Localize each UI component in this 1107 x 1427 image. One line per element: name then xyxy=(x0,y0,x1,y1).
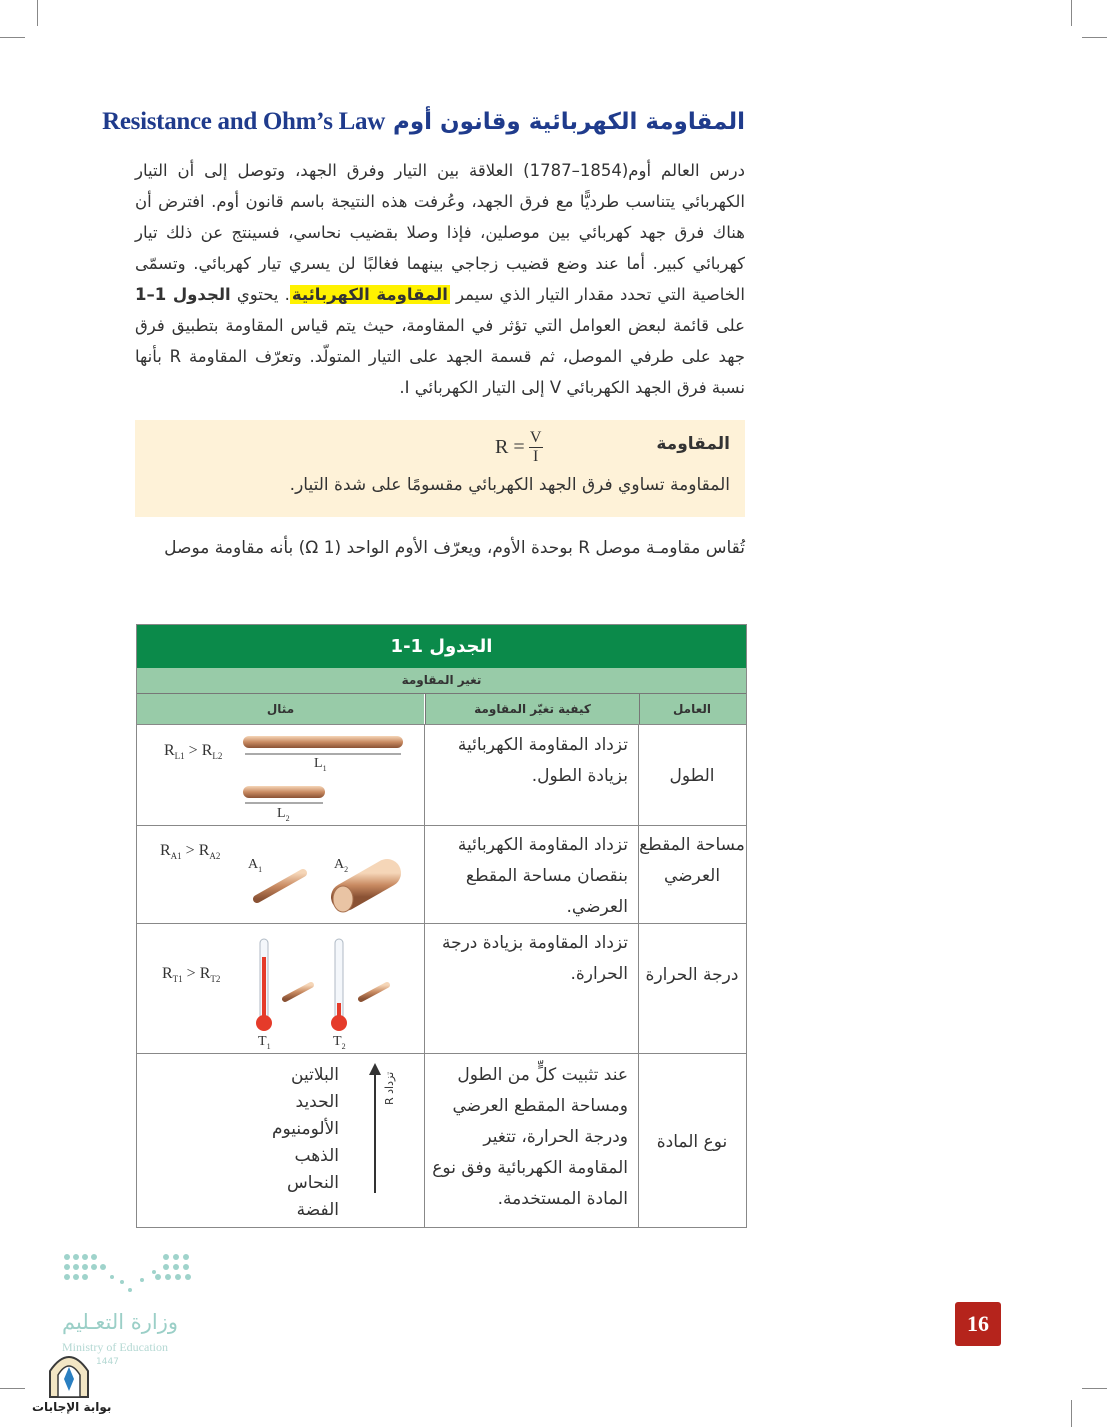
thin-wire xyxy=(257,873,303,899)
row-divider xyxy=(137,724,746,725)
arrow-head xyxy=(369,1063,381,1075)
row-divider xyxy=(137,923,746,924)
how-temperature: تزداد المقاومة بزيادة درجة الحرارة. xyxy=(441,933,628,984)
formula-denominator: I xyxy=(532,448,539,465)
formula-label: المقاومة xyxy=(656,434,730,454)
how-material: عند تثبيت كلٍّ من الطول ومساحة المقطع العرضي ودرجة الحرارة، تتغير المقاومة الكهربائية وفق نوع المادة المستخدمة. xyxy=(432,1065,628,1209)
row-divider xyxy=(137,825,746,826)
long-wire xyxy=(243,736,403,748)
relation-temperature: $R_{T1} > R_{T2}$ xyxy=(162,965,221,985)
intro-paragraph xyxy=(135,155,745,403)
header-example: مثال xyxy=(137,694,424,724)
formula-box xyxy=(135,420,745,517)
material-item: الذهب xyxy=(294,1146,339,1166)
formula-lhs: R = xyxy=(495,436,525,458)
intro-text: درس العالم أوم(1854–1787) العلاقة بين التيار وفرق الجهد، وتوصل إلى أن التيار الكهربائي يتناسب طرديًّا مع فرق الجهد، وعُرفت هذه النتيجة باسم قانون أوم. افترض أن هناك فرق جهد كهربائي بين موصلين، فإذا وصلا بقضيب نحاسي، فسينتج عن ذلك تيار كهربائي كبير. أما عند وضع قضيب زجاجي بينهما فغالبًا لن يسري تيار كهربائي. وتسمّى الخاصية التي تحدد مقدار التيار الذي سيمر xyxy=(135,161,746,304)
relation-length: $R_{L1} > R_{L2}$ xyxy=(164,742,223,762)
thermometer-hot-bulb xyxy=(256,1015,272,1031)
ministry-logo-dots xyxy=(62,1252,197,1297)
label-a2: $A_2$ xyxy=(334,857,349,874)
label-l2: $L_2$ xyxy=(277,806,290,823)
label-l1: $L_1$ xyxy=(314,756,327,773)
material-item: الحديد xyxy=(295,1092,339,1112)
header-factor: العامل xyxy=(638,694,746,724)
factor-material: نوع المادة xyxy=(656,1132,728,1152)
formula-fraction xyxy=(529,430,543,465)
resistance-table xyxy=(136,624,747,1228)
formula-numerator: V xyxy=(529,429,542,446)
thermometer-hot-level xyxy=(262,957,266,1019)
section-title-arabic: المقاومة الكهربائية وقانون أوم xyxy=(393,109,745,135)
crop-mark xyxy=(0,37,25,38)
thermometer-illustration xyxy=(247,937,407,1037)
formula-description: المقاومة تساوي فرق الجهد الكهربائي مقسومًا على شدة التيار. xyxy=(289,475,730,495)
crop-mark xyxy=(1082,37,1107,38)
crop-mark xyxy=(1082,1388,1107,1389)
table-reference: الجدول 1–1 xyxy=(135,285,231,304)
row-divider xyxy=(137,1053,746,1054)
label-a1: $A_1$ xyxy=(248,857,263,874)
ministry-name-english: Ministry of Education xyxy=(62,1340,168,1354)
ohms-law-formula xyxy=(495,430,543,465)
short-wire xyxy=(243,786,325,798)
factor-area: مساحة المقطع العرضي xyxy=(639,835,745,886)
column-divider xyxy=(424,724,425,1227)
thermometer-cold-bulb xyxy=(331,1015,347,1031)
arrow-label: R تزداد xyxy=(383,1071,396,1105)
table-subtitle: تغير المقاومة xyxy=(137,668,746,694)
ministry-year: 1447 xyxy=(96,1357,119,1367)
header-how: كيفية تغيّر المقاومة xyxy=(425,694,640,724)
ministry-name-arabic: وزارة التعـليم xyxy=(62,1310,179,1334)
unit-definition-line: تُقاس مقاومـة موصل R بوحدة الأوم، ويعرّف الأوم الواحد (1 Ω) بأنه مقاومة موصل xyxy=(164,538,745,558)
factor-temperature: درجة الحرارة xyxy=(645,965,739,985)
page-number: 16 xyxy=(955,1302,1001,1346)
site-name: بوابة الإجابات xyxy=(32,1400,112,1414)
crop-mark xyxy=(37,0,38,26)
site-logo-icon xyxy=(46,1349,92,1399)
factor-length: الطول xyxy=(669,766,715,786)
label-t2: $T_2$ xyxy=(333,1034,346,1051)
material-item: النحاس xyxy=(287,1173,339,1193)
wire-area-illustration xyxy=(245,847,405,922)
intro-text: على قائمة لبعض العوامل التي تؤثر في المقاومة، حيث يتم قياس المقاومة بتطبيق فرق جهد على طرفي الموصل، ثم قسمة الجهد على التيار المتولّد. وتعرّف المقاومة R بأنها نسبة فرق الجهد الكهربائي V إلى التيار الكهربائي I. xyxy=(135,316,746,397)
wire-cold xyxy=(361,985,387,999)
crop-mark xyxy=(1071,0,1072,26)
crop-mark xyxy=(1071,1400,1072,1427)
section-title xyxy=(102,108,745,136)
how-area: تزداد المقاومة الكهربائية بنقصان مساحة المقطع العرضي. xyxy=(457,835,628,917)
how-length: تزداد المقاومة الكهربائية بزيادة الطول. xyxy=(457,735,628,786)
material-item: البلاتين xyxy=(291,1065,339,1085)
material-item: الألومنيوم xyxy=(271,1119,339,1139)
crop-mark xyxy=(0,1388,25,1389)
material-item: الفضة xyxy=(296,1200,339,1220)
key-term-highlight: المقاومة الكهربائية xyxy=(291,285,448,304)
label-t1: $T_1$ xyxy=(258,1034,271,1051)
intro-text: . يحتوي xyxy=(236,285,290,304)
relation-area: $R_{A1} > R_{A2}$ xyxy=(160,842,221,862)
wire-end xyxy=(333,886,353,912)
section-title-english: Resistance and Ohm’s Law xyxy=(102,108,385,135)
wire-length-illustration xyxy=(237,730,412,825)
wire-hot xyxy=(285,985,311,999)
table-title: الجدول 1-1 xyxy=(137,625,746,668)
